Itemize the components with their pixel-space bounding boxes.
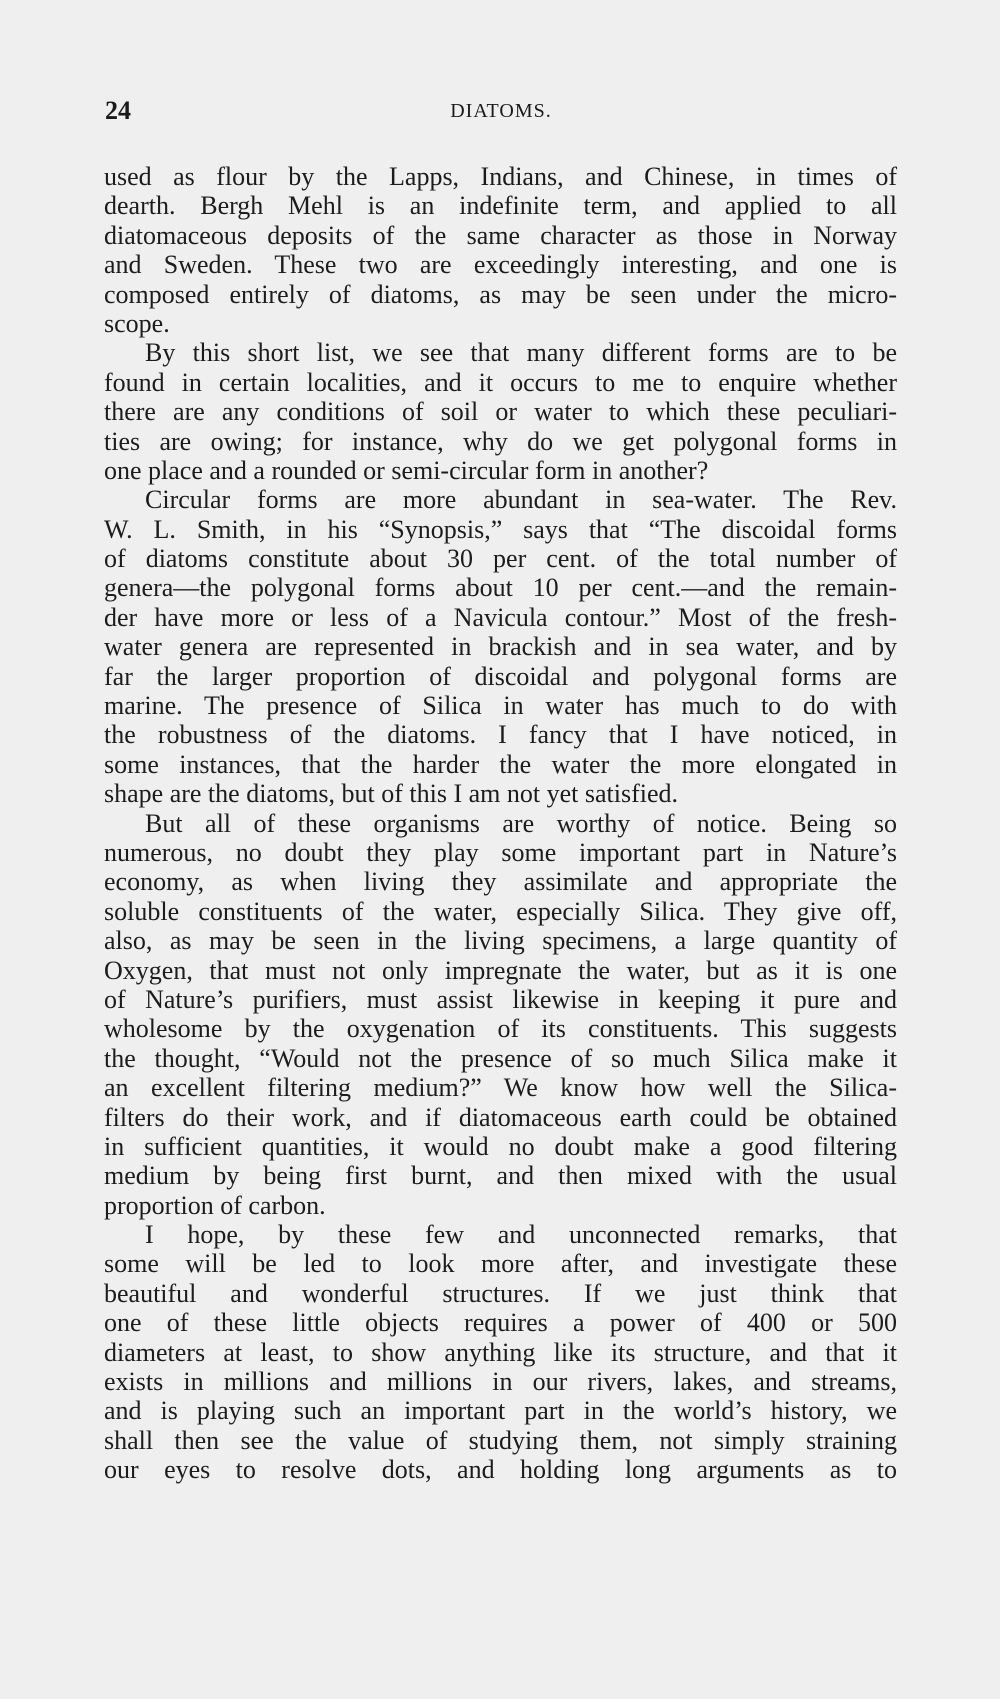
text-line: By this short list, we see that many different forms are to be <box>145 338 897 368</box>
text-line: in sufficient quantities, it would no doubt make a good filtering <box>104 1131 897 1161</box>
text-line: one of these little objects requires a power of 400 or 500 <box>104 1308 897 1338</box>
running-head <box>105 96 897 132</box>
text-line: shall then see the value of studying them, not simply straining <box>104 1425 897 1455</box>
text-line: one place and a rounded or semi-circular form in another? <box>104 455 709 485</box>
text-line: der have more or less of a Navicula contour.” Most of the fresh- <box>104 602 897 632</box>
text-line: proportion of carbon. <box>104 1190 326 1220</box>
text-line: W. L. Smith, in his “Synopsis,” says that “The discoidal forms <box>104 514 897 544</box>
text-line: and is playing such an important part in the world’s history, we <box>104 1396 897 1426</box>
running-title: DIATOMS. <box>450 100 552 122</box>
text-line: ties are owing; for instance, why do we get polygonal forms in <box>104 426 897 456</box>
text-line: composed entirely of diatoms, as may be seen under the micro- <box>104 279 897 309</box>
text-line: Circular forms are more abundant in sea-water. The Rev. <box>145 485 897 515</box>
text-line: medium by being first burnt, and then mixed with the usual <box>104 1161 897 1191</box>
text-line: exists in millions and millions in our rivers, lakes, and streams, <box>104 1367 897 1397</box>
text-line: filters do their work, and if diatomaceous earth could be obtained <box>104 1102 897 1132</box>
text-line: economy, as when living they assimilate and appropriate the <box>104 867 897 897</box>
text-line: water genera are represented in brackish and in sea water, and by <box>104 632 897 662</box>
text-line: dearth. Bergh Mehl is an indefinite term, and applied to all <box>104 191 897 221</box>
text-line: But all of these organisms are worthy of notice. Being so <box>145 808 897 838</box>
text-line: the robustness of the diatoms. I fancy that I have noticed, in <box>104 720 897 750</box>
paragraph <box>104 162 897 338</box>
text-line: there are any conditions of soil or water to which these peculiari- <box>104 397 897 427</box>
text-line: numerous, no doubt they play some important part in Nature’s <box>104 837 897 867</box>
text-line: the thought, “Would not the presence of so much Silica make it <box>104 1043 897 1073</box>
paragraph <box>104 809 897 1220</box>
text-line: found in certain localities, and it occurs to me to enquire whether <box>104 367 897 397</box>
text-line: some will be led to look more after, and investigate these <box>104 1249 897 1279</box>
text-line: wholesome by the oxygenation of its constituents. This suggests <box>104 1014 897 1044</box>
text-line: soluble constituents of the water, especially Silica. They give off, <box>104 896 897 926</box>
paragraph <box>104 485 897 808</box>
text-line: used as flour by the Lapps, Indians, and Chinese, in times of <box>104 162 897 191</box>
page-number: 24 <box>105 96 131 125</box>
text-line: some instances, that the harder the water the more elongated in <box>104 749 897 779</box>
text-line: also, as may be seen in the living specimens, a large quantity of <box>104 926 897 956</box>
text-line: scope. <box>104 308 170 338</box>
text-line: and Sweden. These two are exceedingly interesting, and one is <box>104 250 897 280</box>
text-line: of diatoms constitute about 30 per cent. of the total number of <box>104 544 897 574</box>
text-line: Oxygen, that must not only impregnate the water, but as it is one <box>104 955 897 985</box>
paragraph <box>104 1220 897 1485</box>
text-line: diameters at least, to show anything like its structure, and that it <box>104 1337 897 1367</box>
text-line: far the larger proportion of discoidal and polygonal forms are <box>104 661 897 691</box>
body-text <box>104 162 897 1485</box>
text-line: an excellent filtering medium?” We know how well the Silica- <box>104 1073 897 1103</box>
text-line: I hope, by these few and unconnected remarks, that <box>145 1220 897 1250</box>
text-line: beautiful and wonderful structures. If we just think that <box>104 1278 897 1308</box>
text-line: genera—the polygonal forms about 10 per cent.—and the remain- <box>104 573 897 603</box>
text-line: diatomaceous deposits of the same character as those in Norway <box>104 220 897 250</box>
text-line: our eyes to resolve dots, and holding long arguments as to <box>104 1455 897 1485</box>
text-line: shape are the diatoms, but of this I am not yet satisfied. <box>104 779 679 809</box>
text-line: marine. The presence of Silica in water has much to do with <box>104 691 897 721</box>
paragraph <box>104 338 897 485</box>
text-line: of Nature’s purifiers, must assist likewise in keeping it pure and <box>104 984 897 1014</box>
